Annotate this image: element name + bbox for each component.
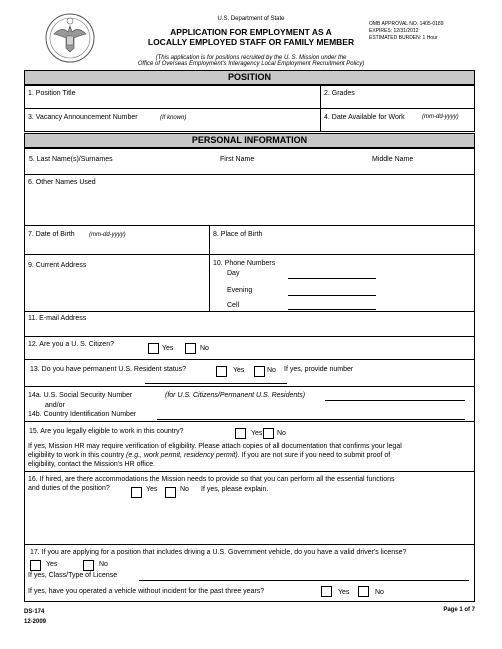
date-available-field[interactable] — [320, 108, 475, 132]
citizen-question: 12. Are you a U. S. Citizen? — [28, 341, 114, 348]
name-field[interactable] — [24, 148, 475, 175]
omb-expires: EXPIRES: 12/31/2012 — [369, 28, 419, 34]
grades-label: 2. Grades — [324, 90, 355, 97]
phone-numbers-label: 10. Phone Numbers — [213, 260, 276, 267]
place-of-birth-label: 8. Place of Birth — [213, 231, 263, 238]
form-title-line2: LOCALLY EMPLOYED STAFF OR FAMILY MEMBER — [147, 37, 355, 47]
form-title-line1: APPLICATION FOR EMPLOYMENT AS A — [170, 27, 332, 37]
section-personal-header: PERSONAL INFORMATION — [24, 133, 475, 148]
citizen-no-checkbox[interactable] — [185, 343, 196, 354]
accommodations-question-line1: 16. If hired, are there accommodations the Mission needs to provide so that you can perform all the essential functions — [28, 476, 395, 483]
resident-yes-label: Yes — [233, 367, 245, 374]
id-numbers-row — [24, 386, 475, 422]
current-address-field[interactable] — [24, 254, 210, 312]
grades-field[interactable] — [320, 85, 475, 109]
other-names-field[interactable] — [24, 174, 475, 226]
accommodations-row[interactable] — [24, 471, 475, 545]
email-field[interactable] — [24, 311, 475, 337]
license-no-checkbox[interactable] — [83, 560, 94, 571]
resident-no-label: No — [267, 367, 276, 374]
license-incident-question: If yes, have you operated a vehicle without incident for the past three years? — [28, 588, 265, 595]
vacancy-number-label: 3. Vacancy Announcement Number — [28, 114, 138, 121]
vacancy-number-field[interactable] — [24, 108, 321, 132]
eligibility-row — [24, 421, 475, 472]
current-address-label: 9. Current Address — [28, 262, 87, 269]
license-yes-checkbox[interactable] — [30, 560, 41, 571]
middle-name-label: Middle Name — [372, 156, 414, 163]
citizen-yes-checkbox[interactable] — [148, 343, 159, 354]
phone-evening-input[interactable] — [288, 295, 376, 296]
email-label: 11. E-mail Address — [28, 315, 87, 322]
resident-question: 13. Do you have permanent U.S. Resident status? — [30, 366, 187, 373]
form-number: DS-174 — [24, 609, 45, 615]
date-of-birth-field[interactable] — [24, 225, 210, 255]
ssn-input[interactable] — [325, 400, 465, 401]
phone-day-input[interactable] — [288, 278, 376, 279]
drivers-license-row — [24, 544, 475, 602]
page-number: Page 1 of 7 — [443, 607, 475, 613]
eligibility-yes-checkbox[interactable] — [235, 428, 246, 439]
position-title-field[interactable] — [24, 85, 321, 109]
accommodations-no-checkbox[interactable] — [165, 487, 176, 498]
phone-evening-label: Evening — [227, 287, 253, 294]
incident-no-checkbox[interactable] — [358, 586, 369, 597]
phone-cell-label: Cell — [227, 302, 240, 309]
form-date: 12-2009 — [24, 619, 47, 625]
citizen-row — [24, 336, 475, 360]
ssn-label: 14a. U.S. Social Security Number — [28, 392, 133, 399]
date-of-birth-hint: (mm-dd-yyyy) — [89, 232, 126, 238]
date-available-hint: (mm-dd-yyyy) — [422, 114, 459, 120]
resident-yes-checkbox[interactable] — [216, 366, 227, 377]
ssn-hint: (for U.S. Citizens/Permanent U.S. Residents) — [165, 392, 306, 399]
andor-label: and/or — [45, 402, 65, 409]
resident-number-input[interactable] — [145, 383, 287, 384]
place-of-birth-field[interactable] — [209, 225, 475, 255]
country-id-label: 14b. Country Identification Number — [28, 411, 137, 418]
license-class-input[interactable] — [139, 580, 469, 581]
resident-row — [24, 359, 475, 387]
license-yes-label: Yes — [46, 561, 58, 568]
omb-approval: OMB APPROVAL NO. 1405-0189 — [369, 21, 444, 27]
other-names-label: 6. Other Names Used — [28, 179, 96, 186]
note-line2: Office of Overseas Employment's Interagency Local Employment Recruitment Policy) — [137, 61, 365, 67]
incident-yes-checkbox[interactable] — [321, 586, 332, 597]
eligibility-note-line3: eligibility, contact the Mission's HR office. — [28, 461, 156, 468]
phone-numbers-field — [209, 254, 475, 312]
section-position-header: POSITION — [24, 70, 475, 85]
citizen-no-label: No — [200, 345, 209, 352]
accommodations-explain-label: If yes, please explain. — [201, 486, 269, 493]
eligibility-note-line2: eligibility to work in this country (e.g., work permit, residency permit). If you are not sure if you need to submit proof of — [28, 452, 391, 459]
accommodations-yes-checkbox[interactable] — [131, 487, 142, 498]
incident-yes-label: Yes — [338, 589, 350, 596]
eligibility-no-label: No — [277, 430, 286, 437]
accommodations-no-label: No — [180, 486, 189, 493]
country-id-input[interactable] — [157, 419, 465, 420]
accommodations-question-line2: and duties of the position? — [28, 485, 110, 492]
accommodations-yes-label: Yes — [146, 486, 158, 493]
resident-provide-label: If yes, provide number — [284, 366, 354, 373]
position-title-label: 1. Position Title — [28, 90, 76, 97]
eligibility-note-line1: If yes, Mission HR may require verification of eligibility. Please attach copies of all documentation that confirms your legal — [28, 443, 402, 450]
date-available-label: 4. Date Available for Work — [324, 114, 405, 121]
phone-day-label: Day — [227, 270, 240, 277]
resident-no-checkbox[interactable] — [254, 366, 265, 377]
department-name: U.S. Department of State — [217, 16, 285, 22]
last-name-label: 5. Last Name(s)/Surnames — [29, 156, 113, 163]
omb-burden: ESTIMATED BURDEN: 1 Hour — [369, 35, 438, 41]
vacancy-number-hint: (If known) — [160, 115, 187, 121]
eligibility-yes-label: Yes — [251, 430, 263, 437]
drivers-license-question: 17. If you are applying for a position that includes driving a U.S. Government vehicle, do you have a valid driver's license? — [30, 549, 407, 556]
incident-no-label: No — [375, 589, 384, 596]
note-line1: (This application is for positions recruited by the U. S. Mission under the — [155, 55, 347, 61]
license-no-label: No — [99, 561, 108, 568]
citizen-yes-label: Yes — [162, 345, 174, 352]
date-of-birth-label: 7. Date of Birth — [28, 231, 75, 238]
eligibility-question: 15. Are you legally eligible to work in this country? — [29, 428, 184, 435]
license-class-label: If yes, Class/Type of License — [28, 572, 118, 579]
first-name-label: First Name — [220, 156, 255, 163]
phone-cell-input[interactable] — [288, 309, 376, 310]
eligibility-no-checkbox[interactable] — [263, 428, 274, 439]
